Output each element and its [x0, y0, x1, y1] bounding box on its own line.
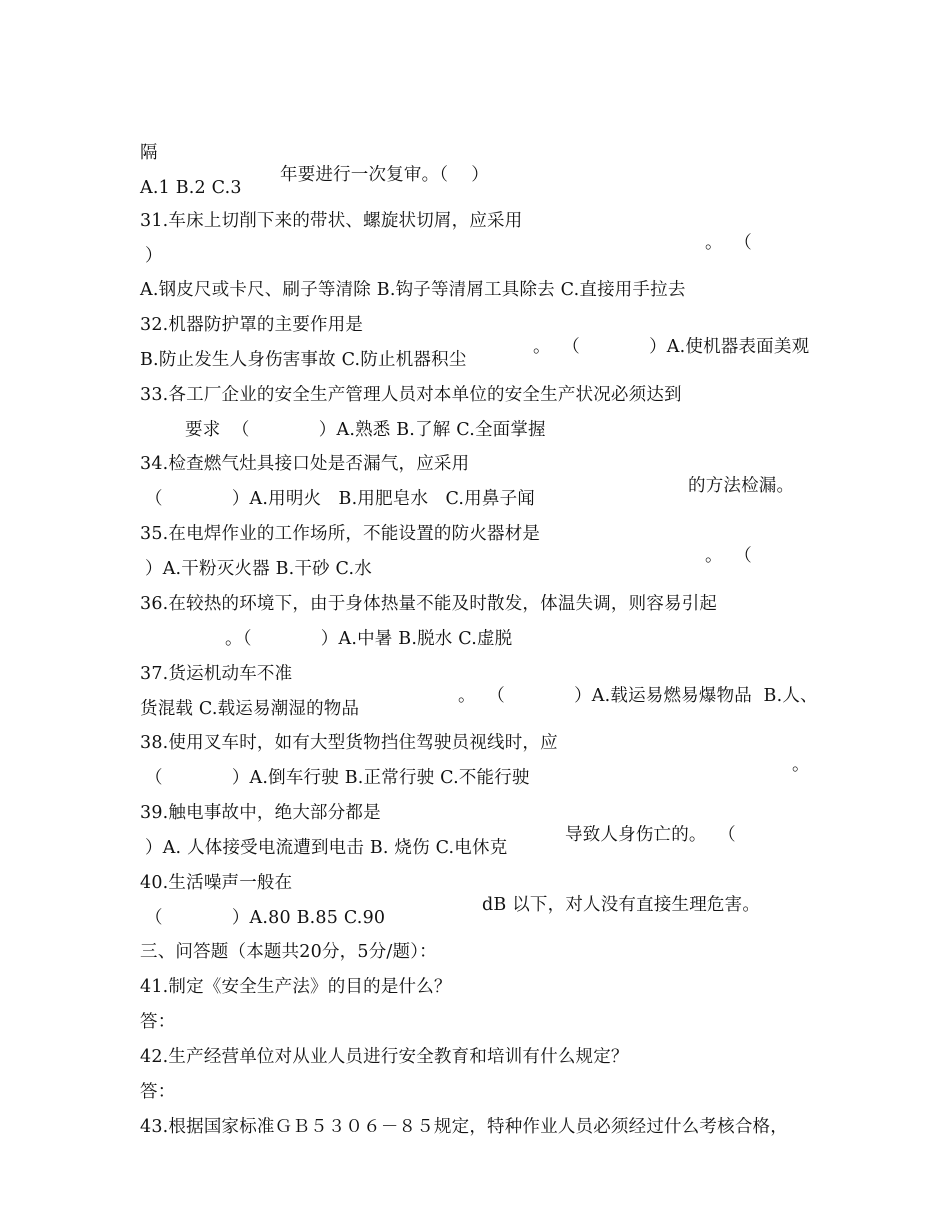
text-segment: 。 （ ）A.使机器表面美观: [533, 337, 810, 357]
text-segment: ）A. 人体接受电流遭到电击 B. 烧伤 C.电休克: [145, 838, 508, 858]
text-segment: 。: [792, 755, 810, 775]
text-segment: 41.制定《安全生产法》的目的是什么？: [140, 977, 452, 997]
text-segment: 36.在较热的环境下，由于身体热量不能及时散发，体温失调，则容易引起: [140, 594, 718, 614]
text-segment: 要求 （ ）A.熟悉 B.了解 C.全面掌握: [185, 420, 546, 440]
text-segment: 导致人身伤亡的。 （: [565, 825, 736, 845]
text-segment: 34.检查燃气灶具接口处是否漏气，应采用: [140, 454, 470, 474]
text-segment: 。 （ ）A.载运易燃易爆物品 B.人、: [458, 686, 818, 706]
text-segment: 货混载 C.载运易潮湿的物品: [140, 699, 360, 719]
text-segment: 32.机器防护罩的主要作用是: [140, 315, 364, 335]
text-segment: （ ）A.倒车行驶 B.正常行驶 C.不能行驶: [145, 768, 530, 788]
text-segment: 40.生活噪声一般在: [140, 873, 293, 893]
text-segment: A.1 B.2 C.3: [140, 178, 242, 198]
text-segment: 33.各工厂企业的安全生产管理人员对本单位的安全生产状况必须达到: [140, 385, 682, 405]
text-segment: 年要进行一次复审。（ ）: [280, 165, 490, 185]
text-segment: 。 （: [705, 546, 752, 566]
text-segment: 37.货运机动车不准: [140, 664, 293, 684]
text-line: [140, 571, 718, 637]
text-segment: A.钢皮尺或卡尺、刷子等清除 B.钩子等清屑工具除去 C.直接用手拉去: [140, 280, 686, 300]
text-segment: 42.生产经营单位对从业人员进行安全教育和培训有什么规定？: [140, 1047, 629, 1067]
text-segment: 35.在电焊作业的工作场所，不能设置的防火器材是: [140, 524, 541, 544]
text-segment: （ ）A.用明火 B.用肥皂水 C.用鼻子闻: [145, 489, 535, 509]
text-segment: dB 以下，对人没有直接生理危害。: [482, 895, 761, 915]
text-segment: 。 （: [705, 233, 752, 253]
text-segment: 答：: [140, 1012, 176, 1032]
text-segment: 38.使用叉车时，如有大型货物挡住驾驶员视线时，应: [140, 733, 558, 753]
text-segment: 43.根据国家标准ＧＢ５３０６－８５规定，特种作业人员必须经过什么考核合格，: [140, 1117, 788, 1137]
text-line: [140, 362, 682, 428]
text-segment: （ ）A.80 B.85 C.90: [145, 908, 386, 928]
text-segment: 隔: [140, 143, 158, 163]
question-43: [140, 1094, 788, 1160]
text-segment: 31.车床上切削下来的带状、螺旋状切屑，应采用: [140, 211, 523, 231]
text-segment: 。（ ）A.中暑 B.脱水 C.虚脱: [225, 629, 513, 649]
text-segment: 三、问答题（本题共20分，5分/题）：: [140, 942, 437, 962]
text-segment: 的方法检漏。: [688, 476, 795, 496]
text-segment: 答：: [140, 1082, 176, 1102]
text-segment: ）A.干粉灭火器 B.干砂 C.水: [145, 559, 372, 579]
text-segment: ）: [145, 246, 163, 266]
text-segment: 39.触电事故中，绝大部分都是: [140, 803, 381, 823]
text-segment: B.防止发生人身伤害事故 C.防止机器积尘: [140, 350, 467, 370]
